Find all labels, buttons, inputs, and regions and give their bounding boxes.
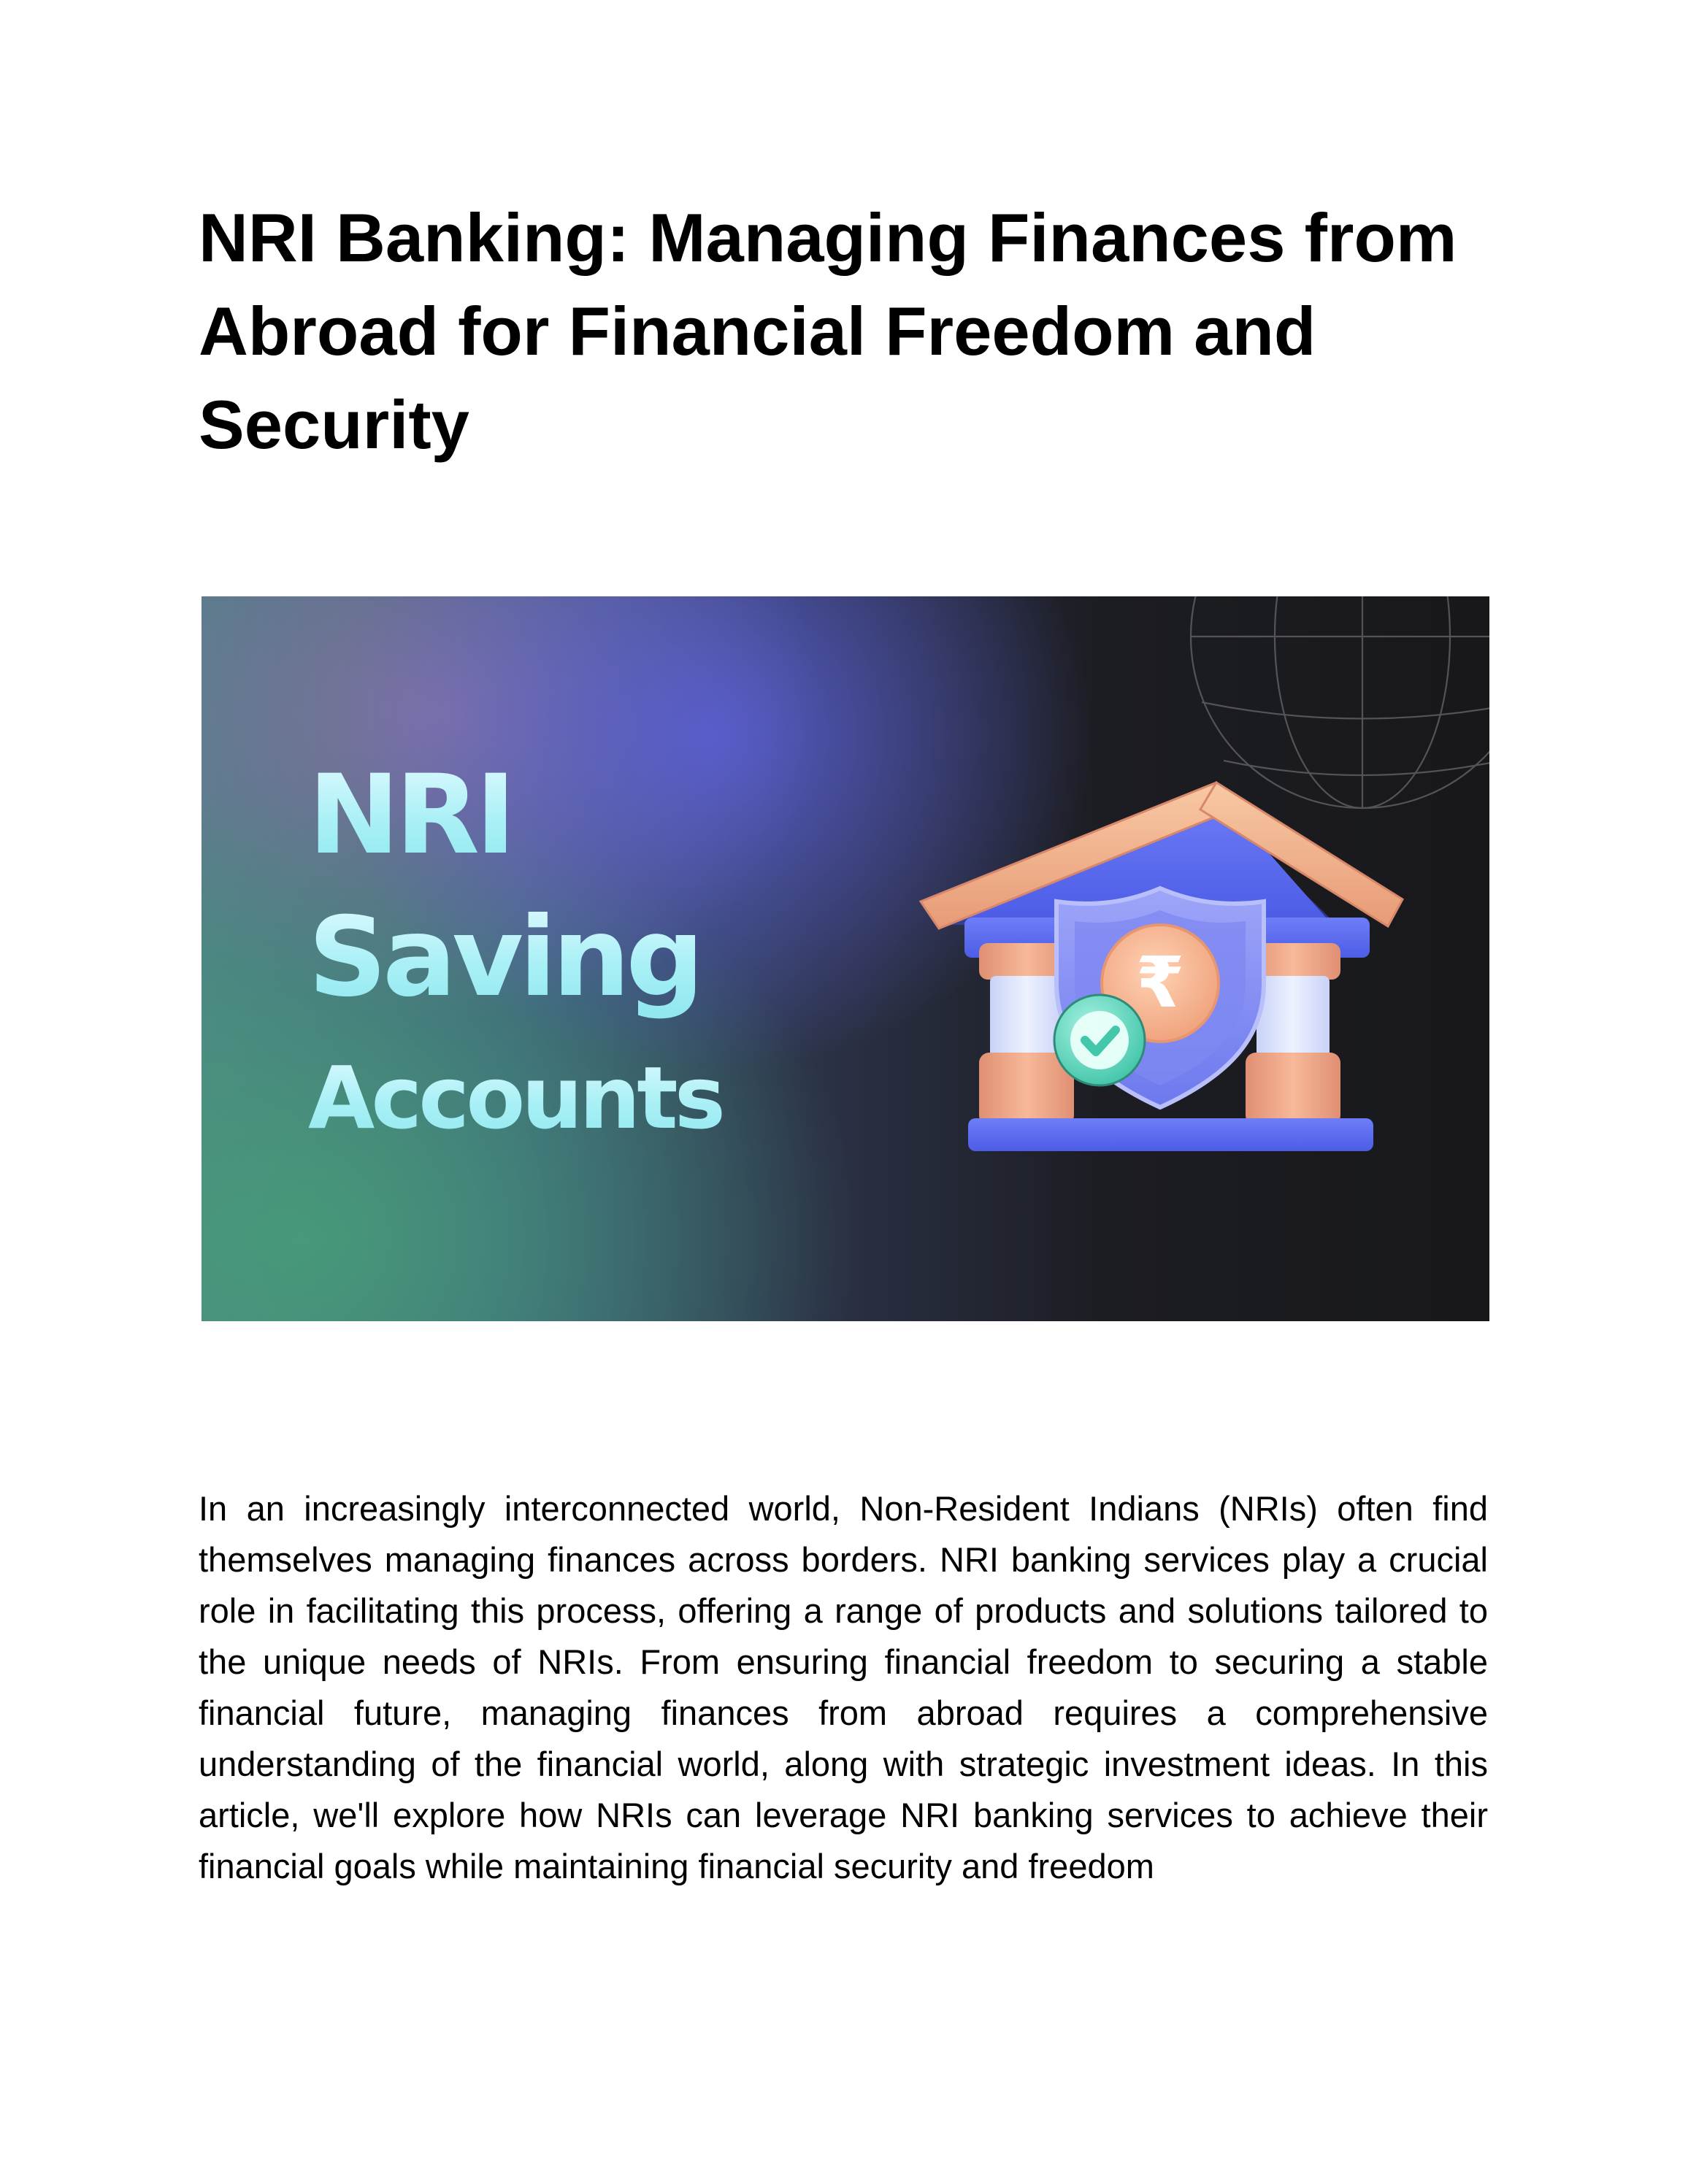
page-title: NRI Banking: Managing Finances from Abroad for Financial Freedom and Security [199, 199, 1457, 463]
currency-symbol: ₹ [1135, 942, 1185, 1023]
intro-paragraph: In an increasingly interconnected world, Non-Resident Indians (NRIs) often find themselves managing finances across borders. NRI banking services play a crucial role in facilitating this process, offering a range of products and solutions tailored to the unique needs of NRIs. From ensuring financial freedom to securing a stable financial future, managing finances from abroad requires a comprehensive understanding of the financial world, along with strategic investment ideas. In this article, we'll explore how NRIs can leverage NRI banking services to achieve their financial goals while maintaining financial security and freedom [199, 1489, 1488, 1885]
globe-icon [1191, 596, 1489, 808]
checkmark-icon [1054, 995, 1145, 1085]
hero-heading-saving: Saving [308, 894, 700, 1021]
hero-heading-nri: NRI [308, 752, 512, 879]
hero-heading-accounts: Accounts [308, 1047, 722, 1148]
hero-image [202, 596, 1489, 1321]
